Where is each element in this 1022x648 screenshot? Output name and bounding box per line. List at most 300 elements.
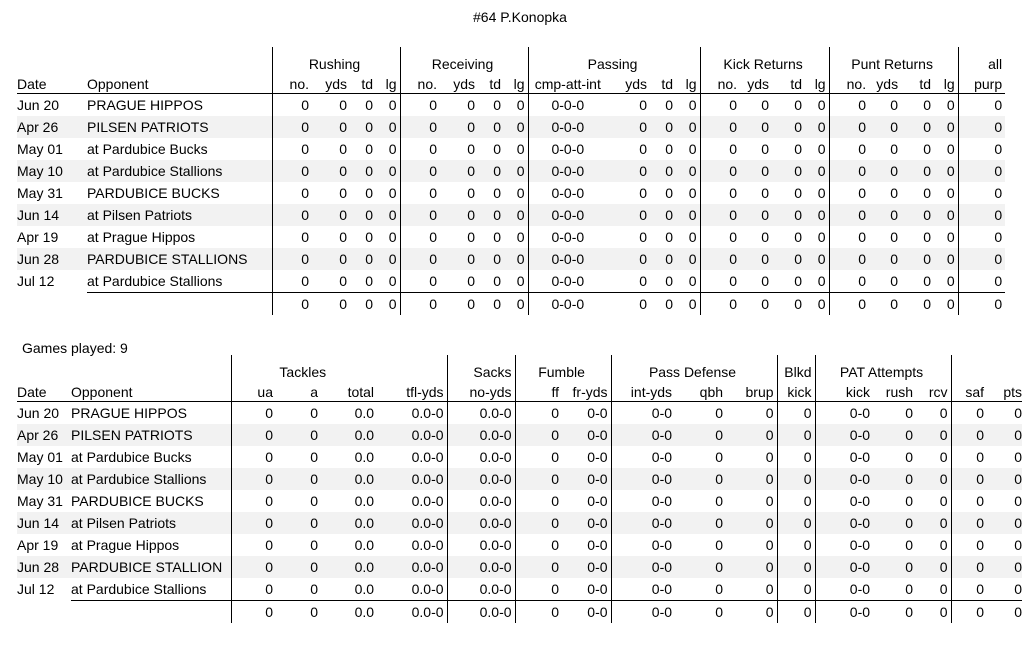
stat-cell: 0: [740, 116, 772, 138]
stat-cell: 0: [388, 228, 397, 245]
table-row: [17, 556, 1022, 578]
stat-cell: 0: [951, 468, 987, 490]
stat-cell: 0: [665, 140, 674, 157]
stat-cell: 0: [272, 138, 312, 160]
stat-cell: 0: [777, 424, 815, 446]
opponent-name: at Pilsen Patriots: [87, 204, 272, 226]
stat-cell: 0: [700, 248, 740, 270]
offense-column-header: no.: [700, 73, 740, 94]
stat-cell: 0.0-0: [377, 468, 447, 490]
stat-cell: 0: [916, 468, 951, 490]
stat-cell: 0: [504, 116, 528, 138]
game-date: May 01: [17, 448, 63, 465]
stat-cell: 0: [231, 468, 276, 490]
offense-column-header: td: [478, 73, 504, 94]
offense-column-header: Opponent: [87, 73, 272, 94]
stat-cell: 0: [688, 228, 697, 245]
stat-cell: 0: [493, 228, 501, 245]
stat-cell: 0: [231, 578, 276, 601]
stat-cell: 0.0-0: [447, 512, 515, 534]
total-cell: 0: [700, 293, 740, 316]
stat-cell: 0: [231, 402, 276, 425]
total-cell: 0.0-0: [447, 601, 515, 624]
opponent-name: PILSEN PATRIOTS: [71, 424, 231, 446]
stat-cell: 0: [761, 272, 770, 289]
stat-cell: 0-0: [587, 492, 608, 509]
totals-spacer: [17, 601, 71, 624]
stat-cell: 0: [400, 138, 440, 160]
game-date: May 10: [17, 468, 71, 490]
total-cell: 0: [772, 293, 805, 316]
stat-cell: 0.0: [354, 580, 375, 597]
total-cell: 0: [726, 601, 777, 624]
total-cell: 0: [312, 293, 350, 316]
stat-cell: 0: [946, 140, 955, 157]
offense-column-header: no.: [400, 73, 440, 94]
stat-cell: 0: [761, 96, 770, 113]
stat-cell: 0-0: [815, 578, 873, 601]
defense-group-header-empty: [951, 355, 987, 381]
total-cell: 0: [777, 601, 815, 624]
stat-cell: 0.0-0: [411, 492, 444, 509]
stat-cell: 0-0-0: [528, 204, 610, 226]
stat-cell: 0.0-0: [447, 490, 515, 512]
defense-column-header: tfl-yds: [377, 381, 447, 402]
stat-cell: 0: [905, 536, 914, 553]
defense-column-header: rush: [873, 381, 916, 402]
stat-cell: 0-0-0: [528, 182, 610, 204]
stat-cell: 0.0: [354, 448, 375, 465]
stat-cell: 0.0: [354, 492, 375, 509]
stat-cell: 0: [388, 140, 397, 157]
offense-column-header: lg: [676, 73, 700, 94]
stat-cell: 0: [350, 160, 376, 182]
stat-cell: 0: [777, 534, 815, 556]
stat-cell: 0: [639, 184, 648, 201]
defense-column-header: int-yds: [611, 381, 675, 402]
stat-cell: 0: [276, 512, 321, 534]
stat-cell: 0.0: [321, 468, 377, 490]
table-row: [17, 490, 1022, 512]
stat-cell: 0-0: [815, 556, 873, 578]
stat-cell: 0: [777, 402, 815, 425]
offense-totals-row: [17, 293, 1005, 316]
stat-cell: 0: [1014, 536, 1022, 553]
stat-cell: 0-0: [815, 402, 873, 425]
stat-cell: 0: [794, 140, 803, 157]
stat-cell: 0: [339, 184, 347, 201]
defense-group-header-empty: [987, 355, 1022, 381]
total-cell: 0: [478, 293, 504, 316]
stat-cell: 0: [610, 204, 650, 226]
stat-cell: 0: [365, 272, 373, 289]
stat-cell: 0: [951, 534, 987, 556]
stat-cell: 0: [1014, 448, 1022, 465]
stat-cell: 0: [958, 138, 1005, 160]
stat-cell: 0: [958, 204, 1005, 226]
stat-cell: 0.0-0: [377, 556, 447, 578]
game-date: May 10: [17, 160, 87, 182]
stat-cell: 0: [829, 248, 869, 270]
total-cell: 0: [869, 293, 901, 316]
stat-cell: 0: [272, 160, 312, 182]
total-cell: 0-0: [562, 601, 611, 624]
stat-cell: 0: [400, 116, 440, 138]
stat-cell: 0: [951, 446, 987, 468]
offense-column-header: cmp-att-int: [528, 73, 610, 94]
stat-cell: 0: [350, 248, 376, 270]
stat-cell: 0: [312, 160, 350, 182]
stat-cell: 0-0: [611, 534, 675, 556]
stat-cell: 0: [939, 580, 948, 597]
stat-cell: 0: [504, 160, 528, 182]
table-row: [17, 94, 1005, 117]
stat-cell: 0: [700, 116, 740, 138]
stat-cell: 0: [365, 96, 373, 113]
stat-cell: 0: [478, 160, 504, 182]
stat-cell: 0: [639, 96, 648, 113]
stat-cell: 0.0-0: [447, 534, 515, 556]
offense-group-header: Kick Returns: [700, 47, 829, 73]
total-cell: 0: [650, 293, 676, 316]
stat-cell: 0: [905, 448, 914, 465]
stat-cell: 0: [700, 138, 740, 160]
offense-column-header-row: [17, 73, 1005, 94]
defense-group-header-row: [17, 355, 1022, 381]
game-date: May 31: [17, 184, 63, 201]
stat-cell: 0: [440, 116, 478, 138]
stat-cell: 0: [467, 184, 475, 201]
offense-group-header: Punt Returns: [829, 47, 958, 73]
stat-cell: 0: [829, 226, 869, 248]
stat-cell: 0: [515, 556, 562, 578]
stat-cell: 0.0: [321, 424, 377, 446]
stat-cell: 0: [312, 204, 350, 226]
offense-column-header: Date: [17, 73, 87, 94]
stat-cell: 0.0-0: [447, 402, 515, 425]
stat-cell: 0: [923, 272, 932, 289]
offense-column-header: lg: [376, 73, 400, 94]
stat-cell: 0: [365, 140, 373, 157]
total-cell: 0: [676, 293, 700, 316]
stat-cell: 0: [715, 536, 724, 553]
defense-column-header: fr-yds: [562, 381, 611, 402]
stat-cell: 0: [958, 160, 1005, 182]
defense-totals-row: [17, 601, 1022, 624]
table-row: [17, 182, 1005, 204]
stat-cell: 0: [923, 96, 932, 113]
stat-cell: 0: [765, 536, 774, 553]
total-cell: 0: [740, 293, 772, 316]
stat-cell: 0-0: [562, 424, 611, 446]
game-date: Jun 14: [17, 512, 71, 534]
stat-cell: 0: [676, 160, 700, 182]
defense-column-header: pts: [987, 381, 1022, 402]
stat-cell: 0: [676, 116, 700, 138]
stat-cell: 0.0: [321, 556, 377, 578]
stat-cell: 0: [688, 272, 697, 289]
stat-cell: 0: [740, 160, 772, 182]
total-cell: 0: [350, 293, 376, 316]
stat-cell: 0: [805, 204, 829, 226]
stat-cell: 0: [700, 94, 740, 117]
defense-group-header-empty: [71, 355, 231, 381]
stat-cell: 0.0-0: [447, 424, 515, 446]
stat-cell: 0: [700, 226, 740, 248]
stat-cell: 0: [777, 512, 815, 534]
stat-cell: 0-0: [611, 402, 675, 425]
game-date: Jun 14: [17, 204, 87, 226]
offense-group-header: Passing: [528, 47, 700, 73]
player-title: #64 P.Konopka: [473, 9, 567, 25]
game-date: Apr 26: [17, 424, 71, 446]
stat-cell: 0: [467, 140, 475, 157]
stat-cell: 0: [890, 228, 899, 245]
defense-group-header: Fumble: [515, 355, 611, 381]
stat-cell: 0: [761, 184, 770, 201]
stat-cell: 0: [951, 490, 987, 512]
stat-cell: 0: [951, 424, 987, 446]
stat-cell: 0: [890, 272, 899, 289]
stat-cell: 0: [869, 204, 901, 226]
table-row: [17, 160, 1005, 182]
stat-cell: 0: [946, 184, 955, 201]
stat-cell: 0: [339, 272, 347, 289]
stat-cell: 0-0-0: [528, 138, 610, 160]
game-date: May 31: [17, 492, 63, 509]
stat-cell: 0: [676, 204, 700, 226]
stat-cell: 0: [272, 270, 312, 293]
stat-cell: 0: [794, 96, 803, 113]
offense-column-header: purp: [958, 73, 1005, 94]
stat-cell: 0: [934, 160, 958, 182]
totals-spacer: [17, 293, 87, 316]
stat-cell: 0: [829, 138, 869, 160]
stat-cell: 0.0-0: [377, 512, 447, 534]
table-row: [17, 402, 1022, 425]
stat-cell: 0: [987, 556, 1022, 578]
stat-cell: 0: [805, 248, 829, 270]
stat-cell: 0: [765, 404, 774, 421]
stat-cell: 0: [312, 116, 350, 138]
stat-cell: 0: [675, 556, 726, 578]
stat-cell: 0.0: [321, 512, 377, 534]
stat-cell: 0: [829, 116, 869, 138]
stat-cell: 0: [817, 96, 826, 113]
stat-cell: 0: [890, 140, 899, 157]
total-cell: 0.0: [321, 601, 377, 624]
stat-cell: 0: [610, 160, 650, 182]
stat-cell: 0-0: [815, 534, 873, 556]
stat-cell: 0: [400, 94, 440, 117]
game-date: Apr 19: [17, 228, 59, 245]
total-cell: 0: [901, 293, 934, 316]
defense-column-header: kick: [815, 381, 873, 402]
stat-cell: 0: [946, 228, 955, 245]
stat-cell: 0: [376, 248, 400, 270]
opponent-name: at Prague Hippos: [87, 228, 196, 245]
stat-cell: 0: [516, 96, 525, 113]
stat-cell: 0: [350, 204, 376, 226]
stat-cell: 0: [310, 404, 318, 421]
total-cell: 0.0-0: [377, 601, 447, 624]
defense-column-header: total: [321, 381, 377, 402]
stat-cell: 0: [467, 272, 475, 289]
stat-cell: 0: [890, 96, 899, 113]
stat-cell: 0: [400, 182, 440, 204]
total-cell: 0: [515, 601, 562, 624]
stat-cell: 0: [1014, 404, 1022, 421]
stat-cell: 0: [772, 160, 805, 182]
total-cell: 0: [272, 293, 312, 316]
stat-cell: 0.0: [354, 536, 375, 553]
stat-cell: 0-0-0: [528, 248, 610, 270]
stat-cell: 0: [869, 160, 901, 182]
stat-cell: 0: [939, 404, 948, 421]
stat-cell: 0: [794, 228, 803, 245]
stat-cell: 0: [958, 182, 1005, 204]
stat-cell: 0: [901, 204, 934, 226]
stat-cell: 0-0: [587, 580, 608, 597]
defense-group-header: Blkd: [777, 355, 815, 381]
stat-cell: 0: [676, 248, 700, 270]
table-row: [17, 578, 1022, 601]
stat-cell: 0: [440, 204, 478, 226]
stat-cell: 0: [765, 492, 774, 509]
stat-cell: 0: [700, 204, 740, 226]
defense-column-header: ua: [231, 381, 276, 402]
stat-cell: 0: [440, 248, 478, 270]
stat-cell: 0: [400, 204, 440, 226]
stat-cell: 0: [794, 184, 803, 201]
stat-cell: 0: [777, 446, 815, 468]
stat-cell: 0: [901, 116, 934, 138]
stat-cell: 0: [829, 94, 869, 117]
stat-cell: 0: [388, 96, 397, 113]
stat-cell: 0-0-0: [528, 226, 610, 248]
stat-cell: 0: [951, 556, 987, 578]
total-cell: 0: [916, 601, 951, 624]
stat-cell: 0: [688, 140, 697, 157]
stat-cell: 0-0: [611, 512, 675, 534]
opponent-name: PARDUBICE BUCKS: [71, 492, 204, 509]
stat-cell: 0: [339, 228, 347, 245]
stat-cell: 0: [376, 160, 400, 182]
stat-cell: 0-0: [562, 512, 611, 534]
stat-cell: 0: [869, 248, 901, 270]
offense-column-header: no.: [272, 73, 312, 94]
defense-column-header: a: [276, 381, 321, 402]
stat-cell: 0: [700, 160, 740, 182]
stat-cell: 0: [761, 228, 770, 245]
offense-column-header: no.: [829, 73, 869, 94]
stat-cell: 0-0-0: [528, 116, 610, 138]
stat-cell: 0: [700, 182, 740, 204]
opponent-name: at Pardubice Stallions: [71, 580, 207, 597]
stat-cell: 0: [873, 468, 916, 490]
stat-cell: 0: [276, 556, 321, 578]
total-cell: 0: [934, 293, 958, 316]
stat-cell: 0: [610, 116, 650, 138]
stat-cell: 0: [639, 140, 648, 157]
stat-cell: 0: [310, 536, 318, 553]
stat-cell: 0: [726, 512, 777, 534]
stat-cell: 0-0: [611, 490, 675, 512]
defense-column-header: brup: [726, 381, 777, 402]
stat-cell: 0: [231, 534, 276, 556]
game-date: May 01: [17, 140, 63, 157]
opponent-name: PRAGUE HIPPOS: [71, 404, 187, 421]
stat-cell: 0-0: [611, 446, 675, 468]
stat-cell: 0: [504, 248, 528, 270]
stat-cell: 0: [934, 248, 958, 270]
stat-cell: 0: [715, 404, 724, 421]
stat-cell: 0-0-0: [528, 94, 610, 117]
game-date: Jun 28: [17, 248, 87, 270]
stat-cell: 0: [504, 204, 528, 226]
stat-cell: 0: [740, 248, 772, 270]
defense-group-header: Tackles: [231, 355, 377, 381]
stat-cell: 0: [272, 204, 312, 226]
opponent-name: PARDUBICE BUCKS: [87, 184, 220, 201]
stat-cell: 0: [272, 116, 312, 138]
stat-cell: 0: [610, 248, 650, 270]
stat-cell: 0: [231, 490, 276, 512]
stat-cell: 0: [388, 272, 397, 289]
stat-cell: 0-0: [562, 556, 611, 578]
game-date: Jul 12: [17, 580, 55, 597]
offense-stats-table: [17, 47, 1005, 315]
stat-cell: 0: [515, 402, 562, 425]
stat-cell: 0: [772, 248, 805, 270]
stat-cell: 0: [715, 448, 724, 465]
opponent-name: at Pardubice Bucks: [71, 448, 192, 465]
offense-column-header: lg: [805, 73, 829, 94]
stat-cell: 0: [934, 204, 958, 226]
defense-group-header: Sacks: [447, 355, 515, 381]
stat-cell: 0: [688, 96, 697, 113]
opponent-name: PARDUBICE STALLIONS: [87, 248, 272, 270]
stat-cell: 0: [650, 116, 676, 138]
defense-column-header: kick: [777, 381, 815, 402]
stat-cell: 0: [440, 160, 478, 182]
stat-cell: 0: [805, 116, 829, 138]
stat-cell: 0: [873, 424, 916, 446]
stat-cell: 0: [765, 448, 774, 465]
offense-column-header: td: [901, 73, 934, 94]
game-date: Jun 28: [17, 556, 71, 578]
opponent-name: at Prague Hippos: [71, 536, 180, 553]
stat-cell: 0: [987, 468, 1022, 490]
stat-cell: 0: [310, 580, 318, 597]
stat-cell: 0: [777, 490, 815, 512]
stat-cell: 0-0: [815, 468, 873, 490]
stat-cell: 0: [923, 228, 932, 245]
stat-cell: 0: [675, 512, 726, 534]
stat-cell: 0: [726, 424, 777, 446]
game-date: Jul 12: [17, 272, 55, 289]
stat-cell: 0: [478, 204, 504, 226]
stat-cell: 0: [726, 556, 777, 578]
stat-cell: 0: [951, 402, 987, 425]
stat-cell: 0: [365, 228, 373, 245]
stat-cell: 0: [1014, 580, 1022, 597]
stat-cell: 0: [467, 96, 475, 113]
stat-cell: 0: [515, 512, 562, 534]
stat-cell: 0: [400, 270, 440, 293]
stat-cell: 0: [339, 140, 347, 157]
stat-cell: 0: [493, 184, 501, 201]
